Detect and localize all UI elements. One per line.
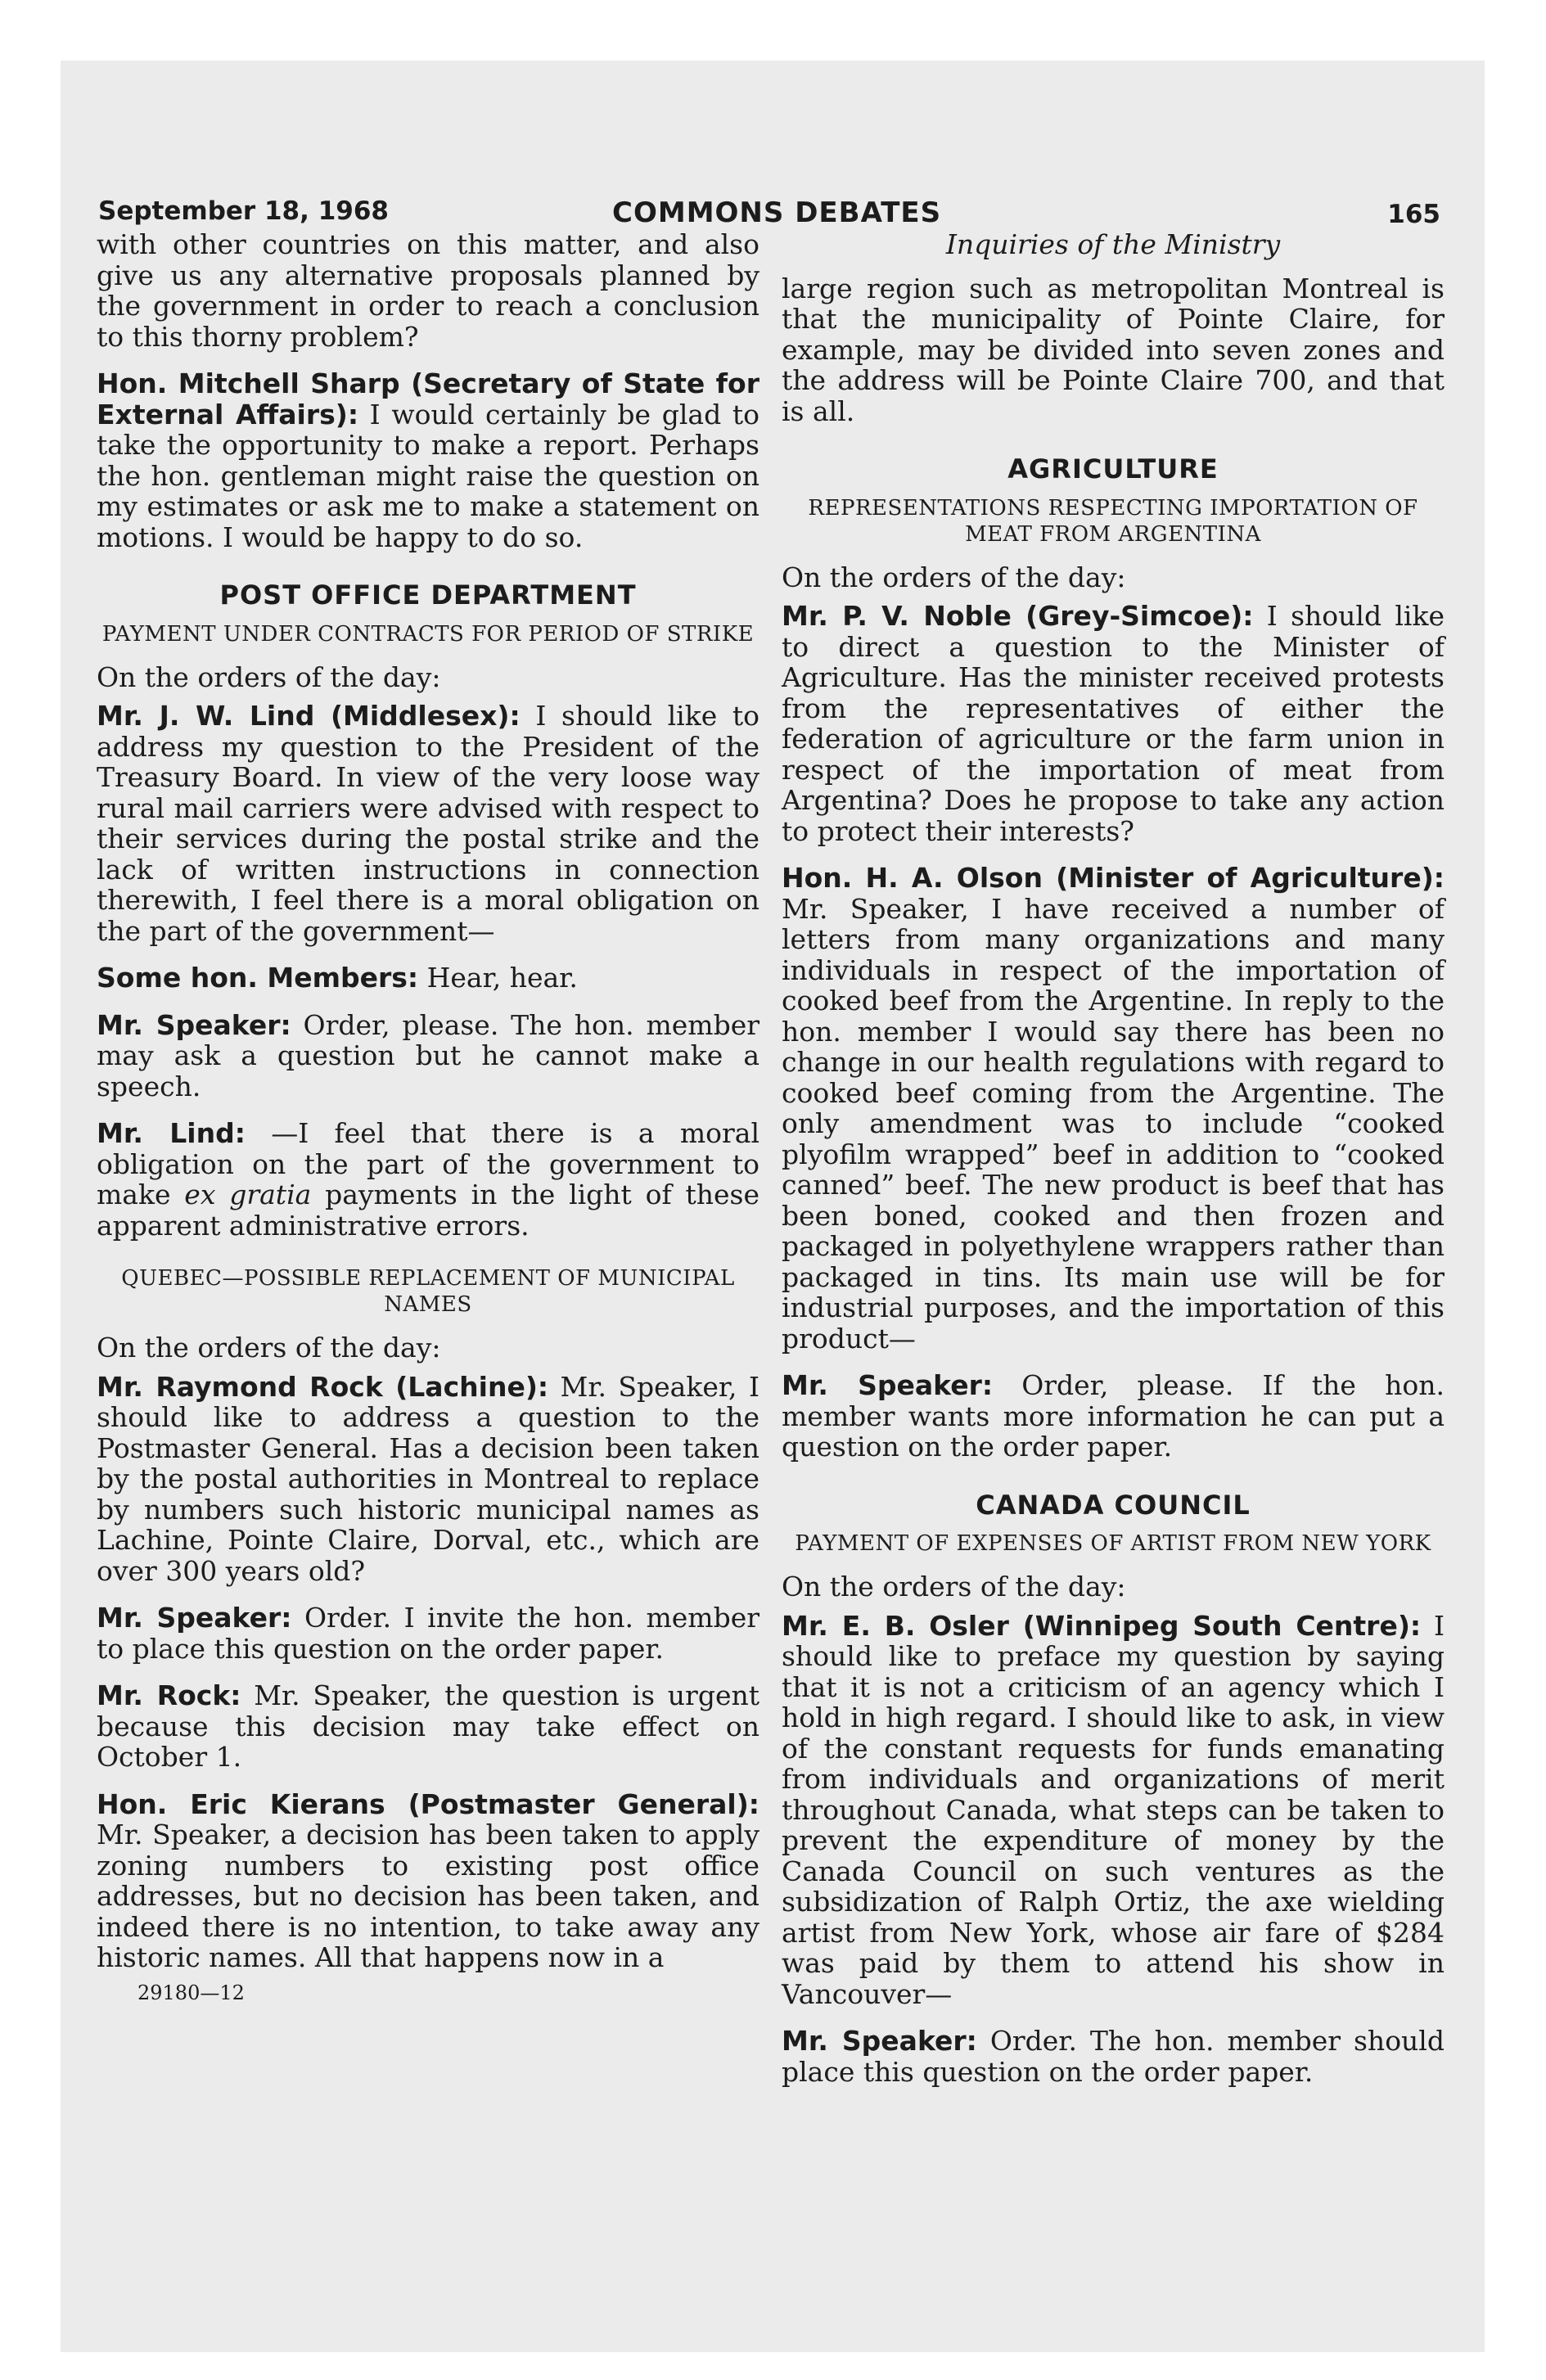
speaker-name: Mr. Speaker: <box>97 1008 291 1041</box>
paragraph <box>97 1602 759 1664</box>
speech-text: I should like to direct a question to the Minister of Agriculture. Has the minister received protests from the representatives of either the federation of agriculture or the farm union in respect of the importation of meat from Argentina? Does he propose to take any action to protect their interests? <box>782 600 1445 847</box>
speaker-name: Mr. Raymond Rock (Lachine): <box>97 1370 549 1403</box>
speech-text: Mr. Speaker, I should like to address a question to the Postmaster General. Has a decision been taken by the postal authorities in Montreal to replace by numbers such historic municipal names as Lachine, Pointe Claire, Dorval, etc., which are over 300 years old? <box>97 1370 759 1587</box>
orders-of-the-day: On the orders of the day: <box>97 660 441 693</box>
paragraph <box>97 1010 759 1102</box>
paragraph <box>97 1372 759 1587</box>
speech-text: payments in the light of these apparent administrative errors. <box>97 1179 760 1242</box>
speaker-name: Mr. Speaker: <box>782 2025 977 2057</box>
speech-text: Mr. Speaker, I have received a number of letters from many organizations and many individuals in respect of the importation of cooked beef from the Argentine. In reply to the hon. member I would say there has been no change in our health regulations with regard to cooked beef coming from the Argentine. The only amendment was to include “cooked plyofilm wrapped” beef in addition to “cooked canned” beef. The new product is beef that has been boned, cooked and then frozen and packaged in polyethylene wrappers rather than packaged in tins. Its main use will be for industrial purposes, and the importation of this product— <box>782 892 1445 1355</box>
paragraph <box>97 1118 759 1241</box>
speaker-name: Hon. H. A. Olson (Minister of Agriculture): <box>782 862 1445 894</box>
speech-text: Order. I invite the hon. member to place this question on the order paper. <box>97 1602 760 1665</box>
speech-text: I would certainly be glad to take the opportunity to make a report. Perhaps the hon. gentleman might raise the question on my estimates or ask me to make a statement on motions. I would be happy to do so. <box>97 398 759 553</box>
speaker-name: Mr. J. W. Lind (Middlesex): <box>97 700 521 732</box>
paragraph: with other countries on this matter, and also give us any alternative proposals planned by the government in order to reach a conclusion to this thorny problem? <box>97 228 759 353</box>
paragraph <box>97 962 759 994</box>
section-subtitle: PAYMENT OF EXPENSES OF ARTIST FROM NEW YORK <box>795 1531 1431 1556</box>
speaker-name: Mr. Speaker: <box>782 1369 994 1401</box>
header-date: September 18, 1968 <box>98 196 389 226</box>
right-column <box>782 229 1445 2103</box>
speaker-name: Mr. Speaker: <box>97 1602 292 1634</box>
paragraph: large region such as metropolitan Montreal is that the municipality of Pointe Claire, for example, may be divided into seven zones and the address will be Pointe Claire 700, and that is all. <box>782 272 1445 427</box>
paragraph <box>97 701 759 946</box>
paragraph <box>782 601 1445 846</box>
speech-text: I should like to preface my question by saying that it is not a criticism of an agency which I hold in high regard. I should like to ask, in view of the constant requests for funds emanating from individuals and organizations of merit throughout Canada, what steps can be taken to prevent the expenditure of money by the Canada Council on such ventures as the subsidization of Ralph Ortiz, the axe wielding artist from New York, whose air fare of $284 was paid by them to attend his show in Vancouver— <box>782 1609 1445 2010</box>
speaker-name: Mr. E. B. Osler (Winnipeg South Centre): <box>782 1609 1422 1642</box>
speech-text: Hear, hear. <box>418 962 578 994</box>
section-subtitle: REPRESENTATIONS RESPECTING IMPORTATION OF MEAT FROM ARGENTINA <box>808 495 1418 547</box>
speech-text: Order, please. If the hon. member wants more information he can put a question on the order paper. <box>782 1369 1445 1463</box>
paragraph <box>782 2026 1445 2087</box>
paragraph <box>782 863 1445 1354</box>
page-number: 165 <box>1387 200 1440 229</box>
speech-text: —I feel that there is a moral obligation on the part of the government to make <box>97 1117 759 1210</box>
printer-code: 29180—12 <box>137 1981 245 2004</box>
left-column <box>97 229 759 2008</box>
speaker-name: Mr. Rock: <box>97 1679 241 1711</box>
section-title: POST OFFICE DEPARTMENT <box>219 579 637 611</box>
orders-of-the-day: On the orders of the day: <box>782 561 1126 593</box>
section-title: CANADA COUNCIL <box>976 1489 1251 1521</box>
section-subtitle: QUEBEC—POSSIBLE REPLACEMENT OF MUNICIPAL NAMES <box>121 1266 735 1317</box>
speaker-name: Some hon. Members: <box>97 962 419 994</box>
speech-text: Mr. Speaker, the question is urgent because this decision may take effect on October 1. <box>97 1679 759 1773</box>
paragraph <box>97 1680 759 1773</box>
italic-phrase: ex gratia <box>184 1179 312 1210</box>
paragraph <box>97 368 759 552</box>
paragraph <box>782 1611 1445 2010</box>
speech-text: Mr. Speaker, a decision has been taken to apply zoning numbers to existing post office addresses, but no decision has been taken, and indeed there is no intention, to take away any historic names. All that happens now in a <box>97 1819 759 1973</box>
orders-of-the-day: On the orders of the day: <box>97 1332 441 1364</box>
paragraph <box>97 1789 759 1973</box>
speaker-name: Mr. P. V. Noble (Grey-Simcoe): <box>782 600 1254 632</box>
speaker-name: Hon. Mitchell Sharp (Secretary of State for External Affairs): <box>97 367 759 430</box>
section-subtitle: PAYMENT UNDER CONTRACTS FOR PERIOD OF STRIKE <box>101 621 755 647</box>
speech-text: Order. The hon. member should place this question on the order paper. <box>782 2025 1445 2088</box>
speech-text: I should like to address my question to the President of the Treasury Board. In view of the very loose way rural mail carriers were advised with respect to their services during the postal strike and the lack of written instructions in connection therewith, I feel there is a moral obligation on the part of the government— <box>97 700 760 947</box>
orders-of-the-day: On the orders of the day: <box>782 1571 1126 1602</box>
paragraph <box>782 1370 1445 1463</box>
speaker-name: Hon. Eric Kierans (Postmaster General): <box>97 1787 759 1820</box>
speech-text: Order, please. The hon. member may ask a question but he cannot make a speech. <box>97 1008 759 1102</box>
section-title: AGRICULTURE <box>1007 453 1219 485</box>
running-head: Inquiries of the Ministry <box>945 228 1281 260</box>
speaker-name: Mr. Lind: <box>97 1117 246 1149</box>
header-title: COMMONS DEBATES <box>612 196 942 229</box>
